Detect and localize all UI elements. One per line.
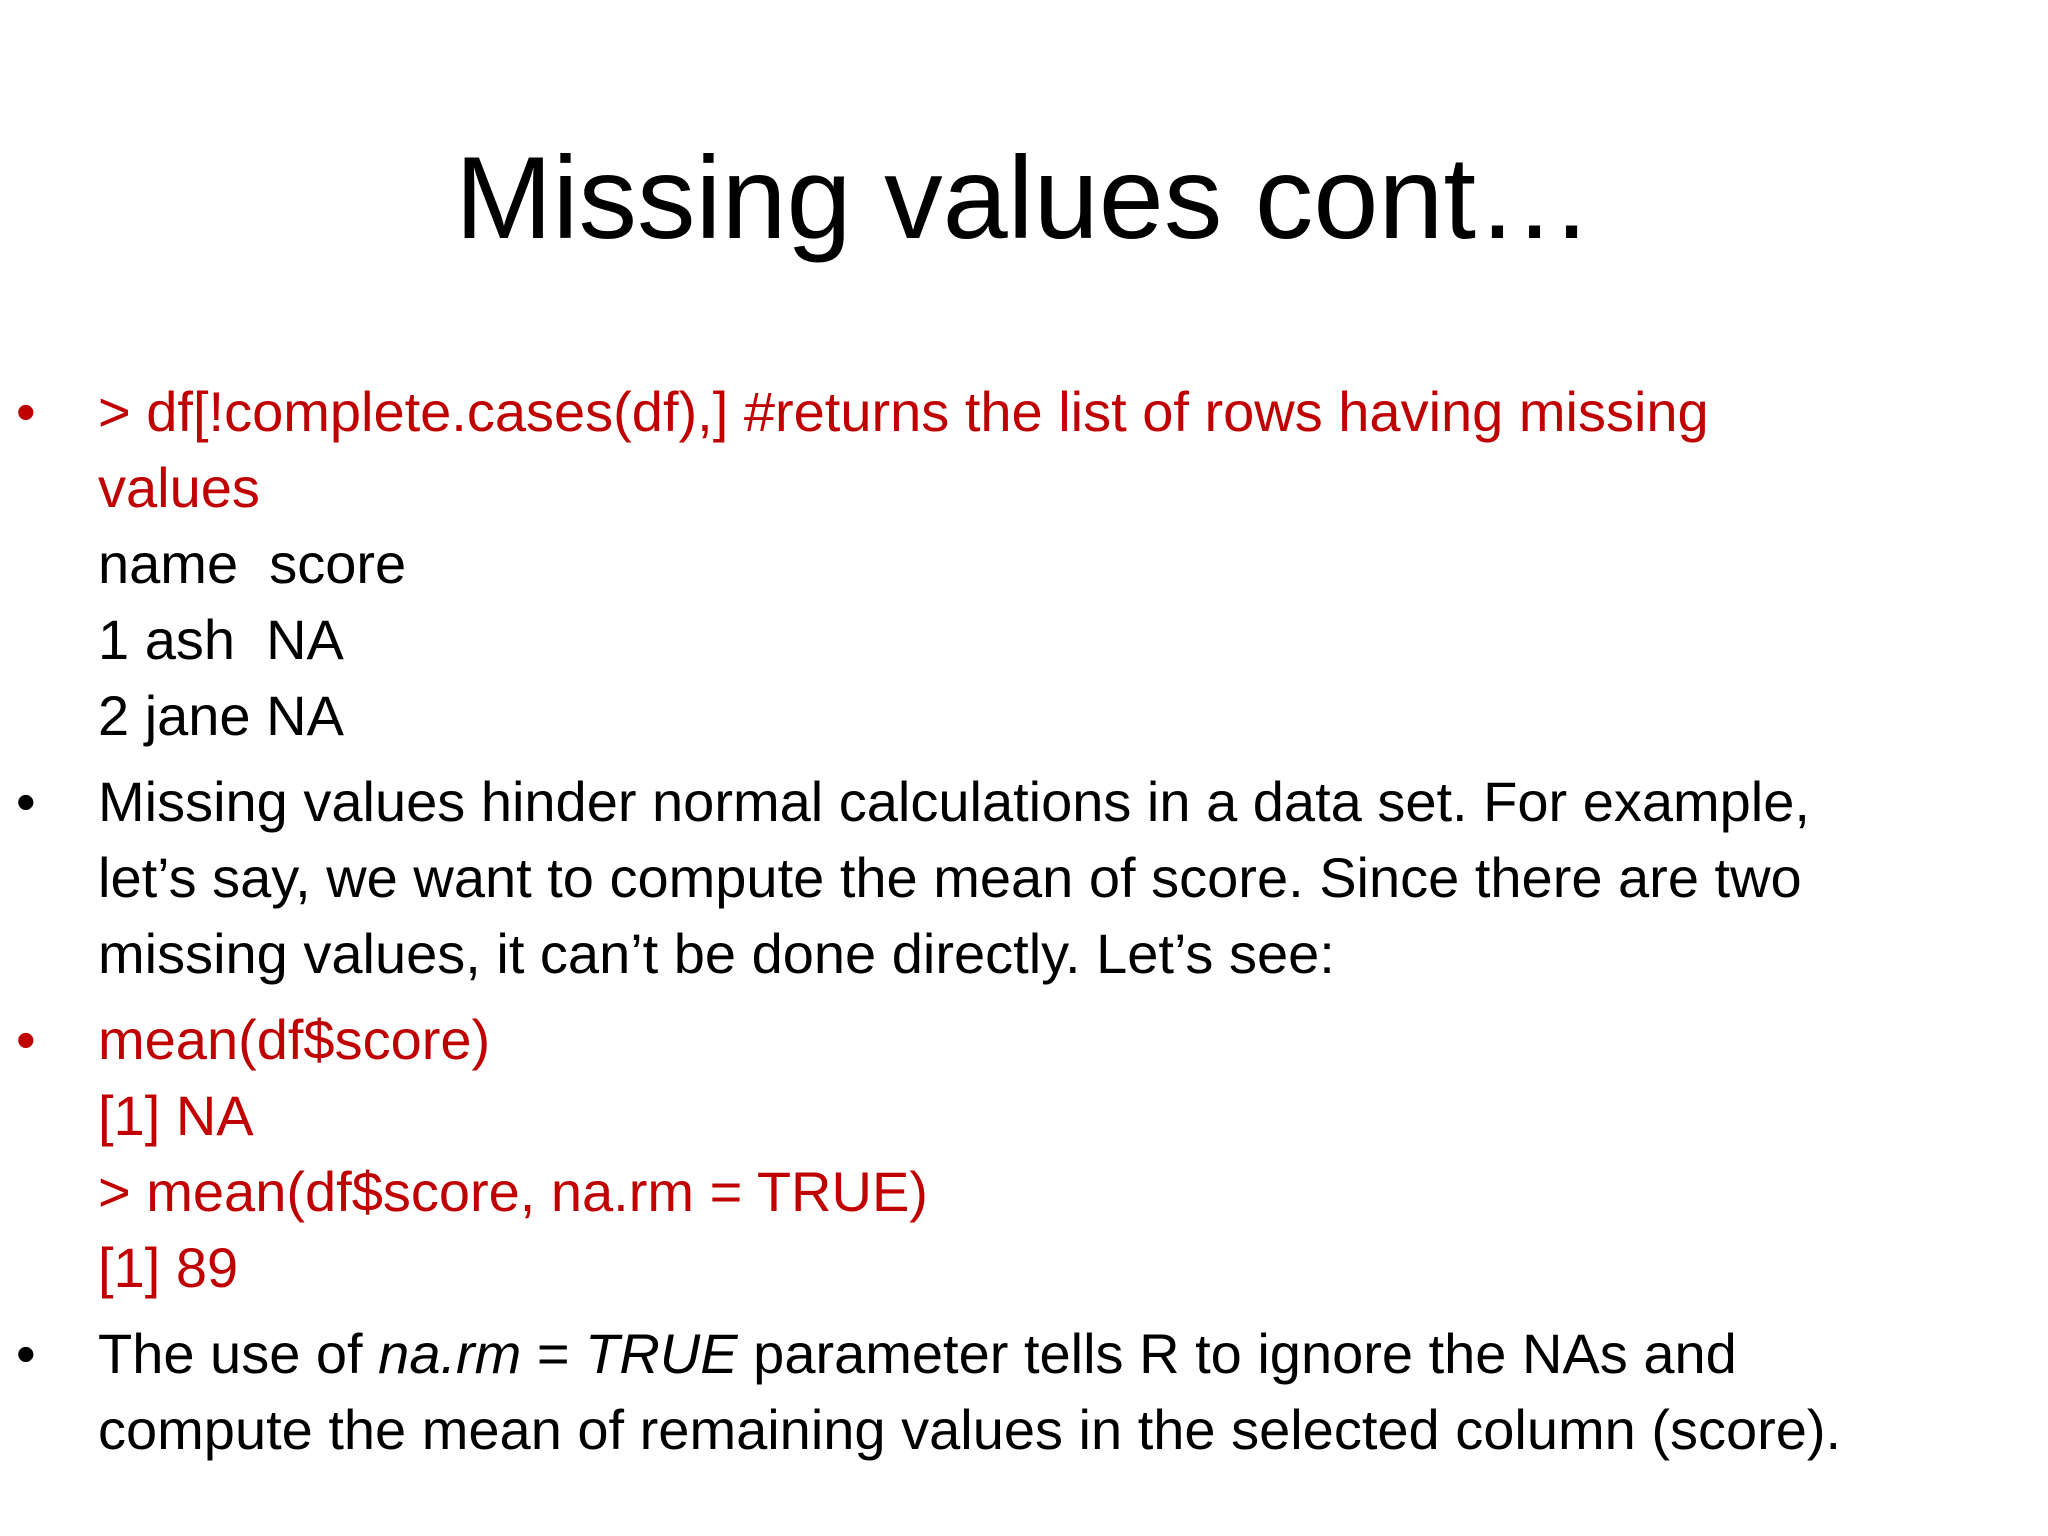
output-line: name score [98, 532, 407, 595]
code-line: [1] NA [98, 1084, 254, 1147]
italic-value: TRUE [585, 1322, 738, 1385]
text-line [98, 1316, 2006, 1392]
slide-content [16, 374, 2006, 1468]
slide-title: Missing values cont… [455, 132, 1593, 263]
text-line: compute the mean of remaining values in the selected column (score). [98, 1398, 1842, 1461]
bullet-marker: • [16, 770, 36, 833]
bullet-item-explanation [16, 764, 2006, 992]
italic-param: na.rm [378, 1322, 522, 1385]
text-line: missing values, it can’t be done directly. Let’s see: [98, 922, 1335, 985]
code-line: values [98, 456, 260, 519]
output-line: 2 jane NA [98, 684, 344, 747]
text-segment: parameter tells R to ignore the NAs and [737, 1322, 1737, 1385]
text-line: Missing values hinder normal calculations in a data set. For example, [98, 770, 1810, 833]
code-line: > mean(df$score, na.rm = TRUE) [98, 1160, 928, 1223]
bullet-item-complete-cases [16, 374, 2006, 754]
bullet-marker: • [16, 1008, 36, 1071]
text-segment: = [521, 1322, 586, 1385]
code-line: mean(df$score) [98, 1008, 491, 1071]
text-segment: The use of [98, 1322, 379, 1385]
text-line: let’s say, we want to compute the mean of score. Since there are two [98, 846, 1802, 909]
bullet-item-na-rm [16, 1316, 2006, 1468]
code-line: [1] 89 [98, 1236, 239, 1299]
code-line: > df[!complete.cases(df),] #returns the list of rows having missing [98, 380, 1709, 443]
bullet-item-mean-code [16, 1002, 2006, 1306]
bullet-marker: • [16, 1322, 36, 1385]
bullet-marker: • [16, 380, 36, 443]
output-line: 1 ash NA [98, 608, 344, 671]
